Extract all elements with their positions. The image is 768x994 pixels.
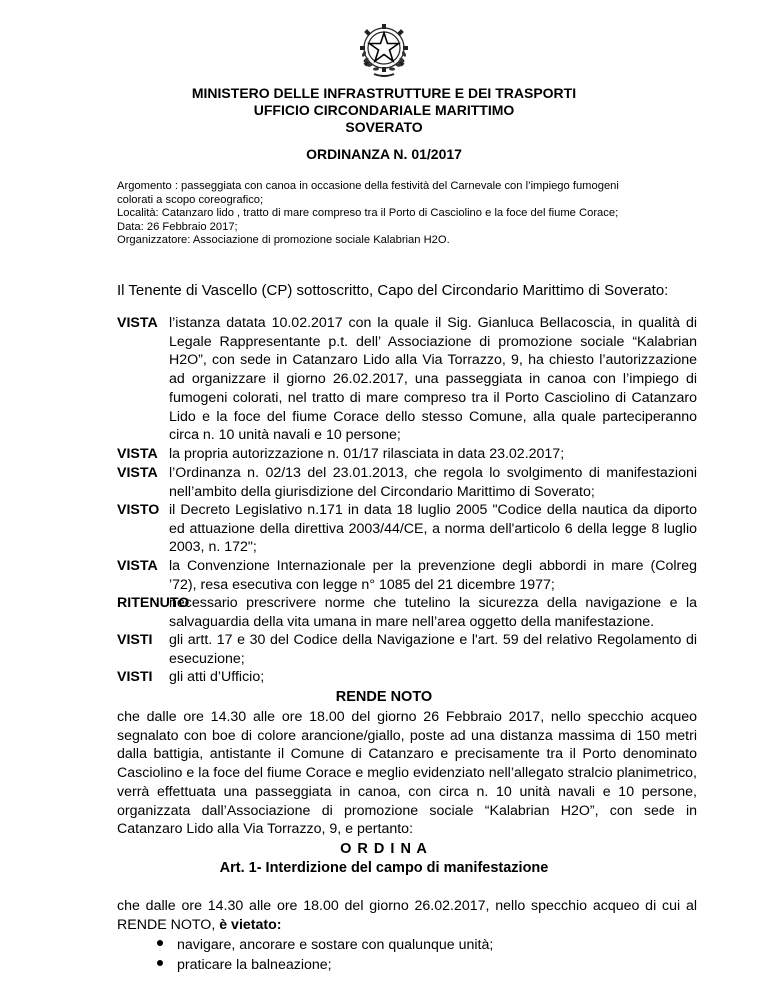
summary-subject-cont: colorati a scopo coreografico; xyxy=(117,193,264,206)
summary-organizer: Organizzatore: Associazione di promozione sociale Kalabrian H2O. xyxy=(117,234,450,246)
clause-keyword: VISTI xyxy=(117,669,153,685)
list-item: praticare la balneazione; xyxy=(157,955,493,975)
clause-visto-decreto xyxy=(117,501,697,557)
article-1-emphasis: è vietato: xyxy=(219,916,282,933)
article-1-body: che dalle ore 14.30 alle ore 18.00 del giorno 26.02.2017, nello specchio acqueo di cui al RENDE NOTO, xyxy=(117,898,697,933)
clause-keyword: VISTA xyxy=(117,446,158,462)
clause-visti-atti xyxy=(117,668,697,687)
clause-text: la Convenzione Internazionale per la prevenzione degli abbordi in mare (Colreg ’72), resa esecutiva con legge n° 1085 del 21 dicembre 1977; xyxy=(169,558,697,593)
clause-keyword: VISTI xyxy=(117,632,153,648)
rende-noto-heading: RENDE NOTO xyxy=(335,689,433,705)
clause-text: gli artt. 17 e 30 del Codice della Navigazione e l'art. 59 del relativo Regolamento di esecuzione; xyxy=(169,632,697,667)
clause-vista-convenzione xyxy=(117,557,697,594)
clause-keyword: VISTA xyxy=(117,315,158,331)
italian-republic-emblem-icon xyxy=(352,18,416,82)
summary-subject: Argomento : passeggiata con canoa in occasione della festività del Carnevale con l’impiego fumogeni xyxy=(117,180,619,192)
clause-keyword: RITENUTO xyxy=(117,595,190,611)
clause-keyword: VISTA xyxy=(117,465,158,481)
clause-vista-ordinanza xyxy=(117,464,697,501)
signatory-intro: Il Tenente di Vascello (CP) sottoscritto, Capo del Circondario Marittimo di Soverato: xyxy=(117,282,669,299)
summary-date: Data: 26 Febbraio 2017; xyxy=(117,220,238,233)
summary-location: Località: Catanzaro lido , tratto di mare compreso tra il Porto di Casciolino e la foce del fiume Corace; xyxy=(117,207,619,219)
clause-text: la propria autorizzazione n. 01/17 rilasciata in data 23.02.2017; xyxy=(169,446,565,462)
clause-text: l’istanza datata 10.02.2017 con la quale il Sig. Gianluca Bellacoscia, in qualità di Legale Rappresentante p.t. dell’ Associazione di promozione sociale “Kalabrian H2O”, con sede in Catanzaro Lido alla Via Torrazzo, 9, ha chiesto l’autorizzazione ad organizzare il giorno 26.02.2017, una passeggiata in canoa con l’impiego di fumogeni colorati, nel tratto di mare compreso tra il Porto Casciolino di Catanzaro Lido e la foce del fiume Corace dello stesso Comune, alla quale parteciperanno circa n. 10 unità navali e 10 persone; xyxy=(169,315,697,444)
clause-vista-istanza xyxy=(117,314,697,445)
list-item: navigare, ancorare e sostare con qualunque unità; xyxy=(157,935,493,955)
clause-text: il Decreto Legislativo n.171 in data 18 luglio 2005 "Codice della nautica da diporto ed attuazione della direttiva 2003/44/CE, a norma dell'articolo 6 della legge 8 luglio 2003, n. 172"; xyxy=(169,502,697,556)
article-1-title: Art. 1- Interdizione del campo di manifestazione xyxy=(219,860,549,876)
ordina-heading: O R D I N A xyxy=(340,841,428,857)
office-location: SOVERATO xyxy=(345,119,423,135)
clause-vista-autorizzazione xyxy=(117,445,697,464)
ordinance-number: ORDINANZA N. 01/2017 xyxy=(306,146,462,162)
clause-keyword: VISTA xyxy=(117,558,158,574)
clause-text: l’Ordinanza n. 02/13 del 23.01.2013, che regola lo svolgimento di manifestazioni nell’ambito della giurisdizione del Circondario Marittimo di Soverato; xyxy=(169,465,697,500)
article-1-text xyxy=(117,897,697,934)
office-title: UFFICIO CIRCONDARIALE MARITTIMO xyxy=(253,102,515,118)
clause-text: gli atti d’Ufficio; xyxy=(169,669,265,685)
bullet-icon xyxy=(157,960,163,966)
clause-ritenuto xyxy=(117,594,697,631)
bullet-icon xyxy=(157,940,163,946)
clause-text: necessario prescrivere norme che tutelino la sicurezza della navigazione e la salvaguardia della vita umana in mare nell’area oggetto della manifestazione. xyxy=(169,595,697,630)
prohibitions-list xyxy=(157,935,493,975)
clause-visti-codice xyxy=(117,631,697,668)
ministry-title: MINISTERO DELLE INFRASTRUTTURE E DEI TRASPORTI xyxy=(191,85,577,101)
ordinance-summary xyxy=(117,180,697,248)
clause-keyword: VISTO xyxy=(117,502,160,518)
rende-noto-text: che dalle ore 14.30 alle ore 18.00 del giorno 26 Febbraio 2017, nello specchio acqueo segnalato con boe di colore arancione/giallo, poste ad una distanza massima di 150 metri dalla battigia, antistante il Comune di Catanzaro e precisamente tra il Porto denominato Casciolino e la foce del fiume Corace e meglio evidenziato nell’allegato stralcio planimetrico, verrà effettuata una passeggiata in canoa, con circa n. 10 unità navali e 10 persone, organizzata dall’Associazione di promozione sociale “Kalabrian H2O”, con sede in Catanzaro Lido alla Via Torrazzo, 9, e pertanto: xyxy=(117,709,697,838)
